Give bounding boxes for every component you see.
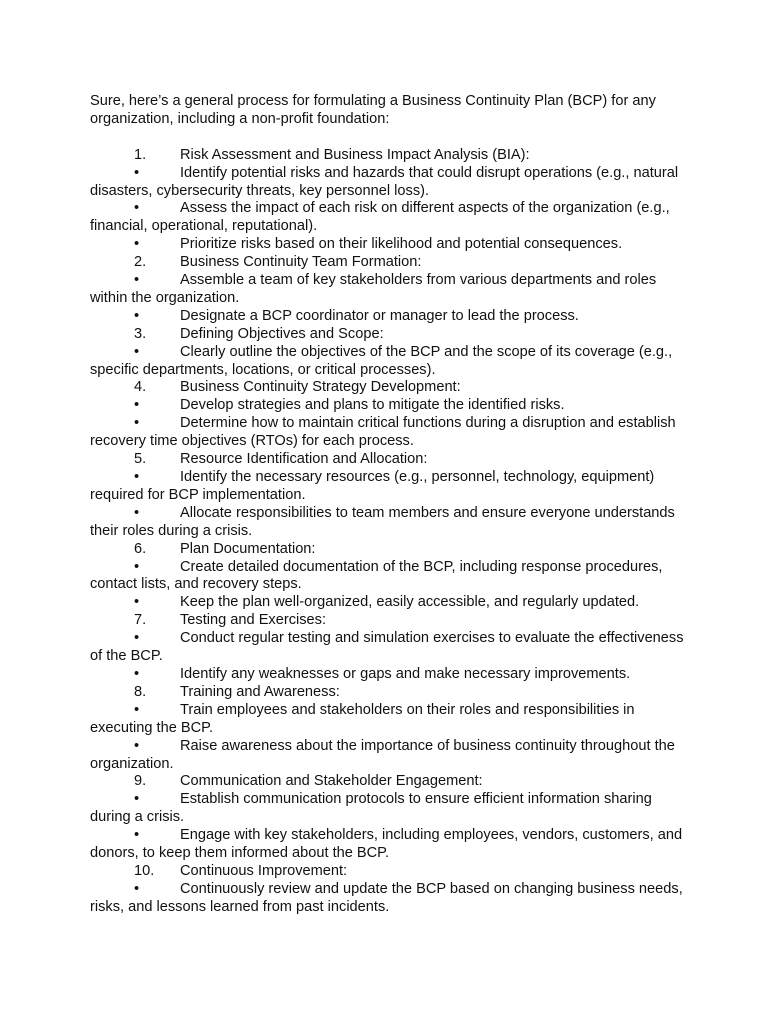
bullet-item	[90, 559, 690, 595]
step-title: Testing and Exercises:	[180, 612, 327, 629]
bullet-icon: •	[134, 701, 140, 718]
bullet-icon: •	[134, 164, 140, 181]
step-number: 4.	[134, 379, 147, 396]
bullet-icon: •	[134, 504, 140, 521]
bullet-text: Keep the plan well-organized, easily accessible, and regularly updated.	[180, 594, 640, 611]
bullet-item	[90, 594, 690, 612]
step-number: 10.	[134, 862, 155, 879]
step-number: 1.	[134, 146, 147, 163]
bullet-icon: •	[134, 880, 140, 897]
bullet-icon: •	[134, 397, 140, 414]
step-number: 7.	[134, 612, 147, 629]
bullet-icon: •	[134, 236, 140, 253]
step-number: 6.	[134, 540, 147, 557]
bullet-icon: •	[134, 415, 140, 432]
bullet-text: Identify the necessary resources (e.g., personnel, technology, equipment) required for BCP implementation.	[90, 469, 655, 503]
bullet-text: Determine how to maintain critical functions during a disruption and establish recovery time objectives (RTOs) for each process.	[90, 415, 676, 450]
bullet-text: Create detailed documentation of the BCP, including response procedures, contact lists, and recovery steps.	[90, 558, 663, 593]
document-page	[90, 93, 690, 917]
bullet-text: Designate a BCP coordinator or manager to lead the process.	[180, 307, 579, 324]
step-title: Resource Identification and Allocation:	[180, 451, 428, 468]
bullet-text: Identify potential risks and hazards that could disrupt operations (e.g., natural disasters, cybersecurity threats, key personnel loss).	[90, 164, 679, 199]
bullet-text: Assess the impact of each risk on different aspects of the organization (e.g., financial, operational, reputational).	[90, 200, 670, 235]
bullet-item	[90, 738, 690, 774]
bullet-icon: •	[134, 665, 140, 682]
bullet-item	[90, 397, 690, 415]
bullet-item	[90, 702, 690, 738]
step-number: 3.	[134, 325, 147, 342]
bullet-item	[90, 236, 690, 254]
bullet-item	[90, 272, 690, 308]
bullet-text: Continuously review and update the BCP based on changing business needs, risks, and lessons learned from past incidents.	[90, 880, 683, 915]
bullet-item	[90, 308, 690, 326]
step-number: 5.	[134, 451, 147, 468]
bullet-item	[90, 469, 690, 505]
intro-paragraph: Sure, here’s a general process for formulating a Business Continuity Plan (BCP) for any organization, including a non-profit foundation:	[90, 93, 656, 127]
step-title: Communication and Stakeholder Engagement:	[180, 773, 483, 790]
step-heading	[90, 863, 690, 881]
step-title: Business Continuity Team Formation:	[180, 254, 422, 271]
bullet-icon: •	[134, 558, 140, 575]
bullet-icon: •	[134, 469, 140, 486]
bullet-text: Develop strategies and plans to mitigate the identified risks.	[180, 397, 565, 414]
step-number: 8.	[134, 683, 147, 700]
step-title: Plan Documentation:	[180, 540, 316, 557]
bullet-text: Engage with key stakeholders, including employees, vendors, customers, and donors, to keep them informed about the BCP.	[90, 827, 683, 862]
step-title: Defining Objectives and Scope:	[180, 325, 384, 342]
bullet-icon: •	[134, 791, 140, 808]
bullet-item	[90, 666, 690, 684]
step-heading	[90, 612, 690, 630]
step-heading	[90, 451, 690, 469]
step-heading	[90, 541, 690, 559]
bullet-item	[90, 881, 690, 917]
step-heading	[90, 147, 690, 165]
bullet-item	[90, 344, 690, 380]
step-title: Risk Assessment and Business Impact Analysis (BIA):	[180, 146, 530, 163]
step-heading	[90, 684, 690, 702]
bullet-icon: •	[134, 272, 140, 289]
bullet-item	[90, 505, 690, 541]
bullet-icon: •	[134, 343, 140, 360]
bullet-icon: •	[134, 630, 140, 647]
bullet-item	[90, 200, 690, 236]
step-heading	[90, 379, 690, 397]
bullet-icon: •	[134, 200, 140, 217]
bullet-text: Conduct regular testing and simulation exercises to evaluate the effectiveness of the BCP.	[90, 630, 684, 665]
step-title: Business Continuity Strategy Development:	[180, 379, 461, 396]
bullet-text: Identify any weaknesses or gaps and make necessary improvements.	[180, 665, 631, 682]
bullet-text: Assemble a team of key stakeholders from various departments and roles within the organization.	[90, 272, 657, 306]
step-title: Continuous Improvement:	[180, 862, 348, 879]
step-title: Training and Awareness:	[180, 683, 340, 700]
bullet-icon: •	[134, 737, 140, 754]
bullet-text: Raise awareness about the importance of business continuity throughout the organization.	[90, 737, 675, 772]
bullet-text: Allocate responsibilities to team members and ensure everyone understands their roles during a crisis.	[90, 504, 675, 539]
bullet-icon: •	[134, 307, 140, 324]
step-heading	[90, 326, 690, 344]
bullet-text: Establish communication protocols to ensure efficient information sharing during a crisis.	[90, 791, 652, 826]
bullet-item	[90, 791, 690, 827]
step-heading	[90, 254, 690, 272]
bullet-item	[90, 827, 690, 863]
bullet-text: Prioritize risks based on their likelihood and potential consequences.	[180, 236, 623, 253]
bullet-icon: •	[134, 594, 140, 611]
bullet-item	[90, 165, 690, 201]
step-number: 2.	[134, 254, 147, 271]
bullet-text: Clearly outline the objectives of the BCP and the scope of its coverage (e.g., specific departments, locations, or critical processes).	[90, 343, 673, 378]
bullet-text: Train employees and stakeholders on their roles and responsibilities in executing the BCP.	[90, 701, 635, 736]
steps-list	[90, 147, 690, 917]
bullet-icon: •	[134, 827, 140, 844]
bullet-item	[90, 415, 690, 451]
bullet-item	[90, 630, 690, 666]
step-heading	[90, 773, 690, 791]
step-number: 9.	[134, 773, 147, 790]
